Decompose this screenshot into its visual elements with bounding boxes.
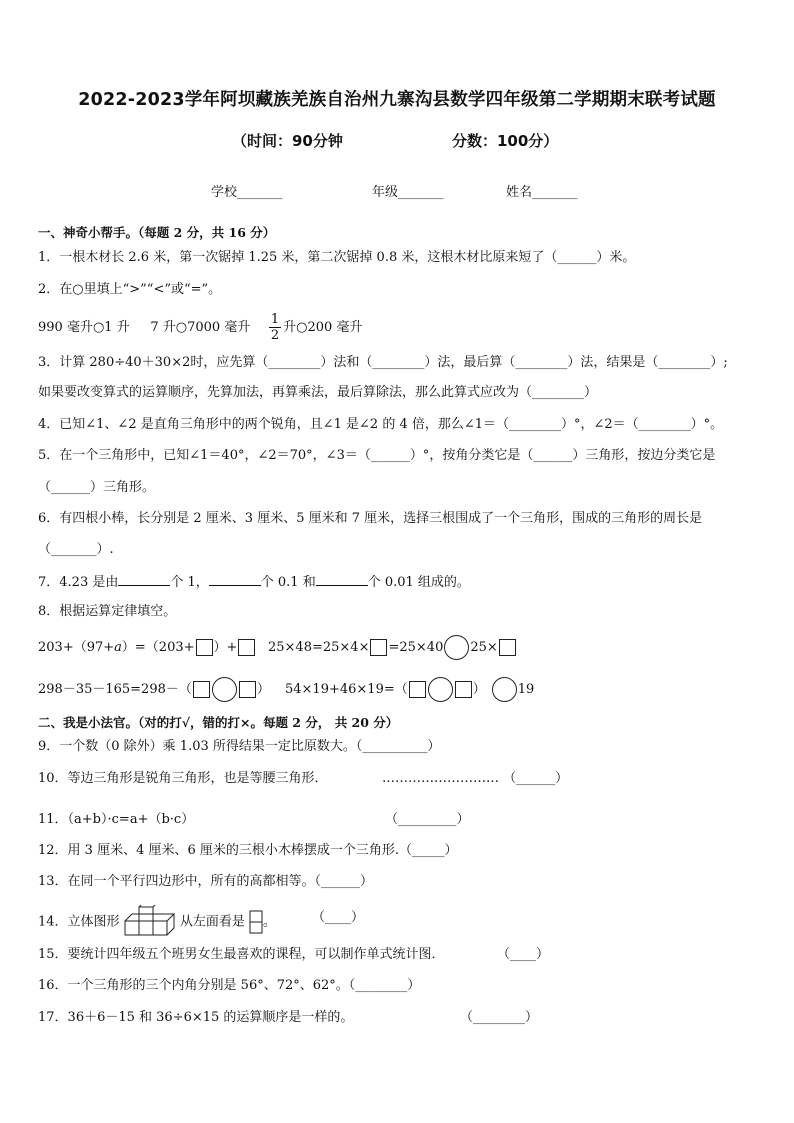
cubes-3d-figure: [124, 905, 176, 939]
exam-title: 2022-2023学年阿坝藏族羌族自治州九寨沟县数学四年级第二学期期末联考试题: [78, 90, 716, 110]
question-2-items: [38, 312, 362, 343]
q8-e1-text-a: 203+（97+: [38, 640, 115, 655]
exam-score: 分数：100分）: [452, 132, 559, 150]
question-3-line-2: 如果要改变算式的运算顺序，先算加法，再算乘法，最后算除法，那么此算式应改为（________）: [38, 385, 598, 400]
question-12: 12．用 3 厘米、4 厘米、6 厘米的三根小木棒摆成一个三角形.（_____）: [38, 843, 458, 858]
q8-e3-text-a: 298－35－165=298－（: [38, 682, 192, 697]
question-6-line-2: （_______）.: [38, 542, 114, 557]
q8-e4-box-1[interactable]: [409, 681, 426, 698]
name-field: 姓名_______: [506, 185, 578, 200]
q8-e4-circle-1[interactable]: [428, 677, 453, 702]
question-4: 4．已知∠1、∠2 是直角三角形中的两个锐角，且∠1 是∠2 的 4 倍，那么∠1＝（________）°，∠2＝（________）°。: [38, 417, 724, 432]
q8-e4-box-2[interactable]: [455, 681, 472, 698]
q8-expression-1: [38, 634, 256, 662]
q2-fraction-num: 1: [270, 312, 280, 327]
q8-e1-text-c: ）+: [213, 640, 238, 655]
q7-part-b: 个 1，: [170, 575, 209, 590]
q8-e4-circle-2[interactable]: [492, 677, 517, 702]
q8-e3-text-b: ）: [256, 682, 270, 697]
section-2-heading: 二、我是小法官。（对的打√，错的打×。每题 2 分， 共 20 分）: [38, 715, 399, 730]
q7-part-d: 个 0.01 组成的。: [367, 575, 470, 590]
question-11-blank[interactable]: （_________）: [385, 812, 470, 827]
q8-e2-circle[interactable]: [444, 635, 469, 660]
question-14-blank[interactable]: （____）: [312, 910, 365, 925]
exam-time: （时间：90分钟: [232, 132, 343, 150]
q8-expression-4: [285, 676, 534, 704]
question-5-line-1: 5．在一个三角形中，已知∠1＝40°，∠2＝70°，∠3＝（______）°，按角分类它是（______）三角形，按边分类它是: [38, 448, 716, 463]
q8-expression-2: [268, 634, 517, 662]
q7-blank-1[interactable]: [118, 573, 170, 586]
q8-e4-text-c: 19: [517, 682, 535, 697]
q8-e1-box-1[interactable]: [196, 639, 213, 656]
question-6-line-1: 6．有四根小棒，长分别是 2 厘米、3 厘米、5 厘米和 7 厘米，选择三根围成了一个三角形，围成的三角形的周长是: [38, 511, 703, 526]
q8-e4-text-a: 54×19+46×19=（: [285, 682, 408, 697]
q8-e3-box-1[interactable]: [193, 681, 210, 698]
q8-e2-text-a: 25×48=25×4×: [268, 640, 370, 655]
question-3-line-1: 3．计算 280÷40＋30×2时，应先算（________）法和（________）法，最后算（________）法，结果是（________）;: [38, 355, 728, 370]
q14-text-c: 。: [262, 914, 276, 930]
q2-item-a: 990 毫升○1 升: [38, 320, 130, 335]
q7-blank-3[interactable]: [316, 573, 368, 586]
q2-item-b: 7 升○7000 毫升: [150, 320, 251, 335]
q7-blank-2[interactable]: [209, 573, 261, 586]
question-5-line-2: （______）三角形。: [38, 480, 156, 495]
q7-part-c: 个 0.1 和: [260, 575, 316, 590]
question-17: 17．36＋6－15 和 36÷6×15 的运算顺序是一样的。: [38, 1010, 354, 1025]
question-10: 10．等边三角形是锐角三角形，也是等腰三角形．: [38, 771, 328, 786]
q2-fraction-den: 2: [270, 328, 280, 343]
q7-part-a: 7．4.23 是由: [38, 575, 119, 590]
q2-item-c: 升○200 毫升: [283, 320, 363, 335]
q8-e2-box-2[interactable]: [499, 639, 516, 656]
question-9: 9．一个数（0 除外）乘 1.03 所得结果一定比原数大。（__________）: [38, 739, 441, 754]
question-14: [38, 905, 276, 939]
q8-e1-box-2[interactable]: [238, 639, 255, 656]
q14-text-a: 14．立体图形: [38, 914, 120, 930]
question-17-blank[interactable]: （________）: [460, 1010, 539, 1025]
question-13: 13．在同一个平行四边形中，所有的高都相等。（______）: [38, 874, 374, 889]
question-2: 2．在○里填上“>”“<”或“=”。: [38, 282, 222, 297]
question-1: 1．一根木材长 2.6 米，第一次锯掉 1.25 米，第二次锯掉 0.8 米，这根木材比原来短了（______）米。: [38, 250, 636, 265]
q8-e1-variable: a: [114, 640, 122, 655]
q8-e1-text-b: ）=（203+: [121, 640, 195, 655]
q8-expression-3: [38, 676, 270, 704]
question-16: 16．一个三角形的三个内角分别是 56°、72°、62°。（________）: [38, 978, 421, 993]
q8-e4-text-b: ）: [472, 682, 486, 697]
question-15: 15．要统计四年级五个班男女生最喜欢的课程，可以制作单式统计图．: [38, 947, 445, 962]
school-field: 学校_______: [211, 185, 283, 200]
q8-e2-box-1[interactable]: [370, 639, 387, 656]
grade-field: 年级_______: [372, 185, 444, 200]
q8-e2-text-b: =25×40: [388, 640, 444, 655]
question-7: [38, 573, 470, 592]
question-15-blank[interactable]: （____）: [497, 947, 550, 962]
question-10-blank[interactable]: ……………………… （______）: [382, 771, 569, 786]
question-8: 8．根据运算定律填空。: [38, 604, 177, 619]
section-1-heading: 一、神奇小帮手。（每题 2 分，共 16 分）: [38, 225, 276, 240]
question-11: 11．（a+b）·c=a+（b·c）: [38, 812, 195, 827]
q8-e3-box-2[interactable]: [239, 681, 256, 698]
q14-text-b: 从左面看是: [179, 914, 245, 930]
q8-e2-text-c: 25×: [470, 640, 498, 655]
q8-e3-circle[interactable]: [212, 677, 237, 702]
q2-fraction: [269, 312, 281, 343]
left-view-icon: [249, 910, 263, 934]
